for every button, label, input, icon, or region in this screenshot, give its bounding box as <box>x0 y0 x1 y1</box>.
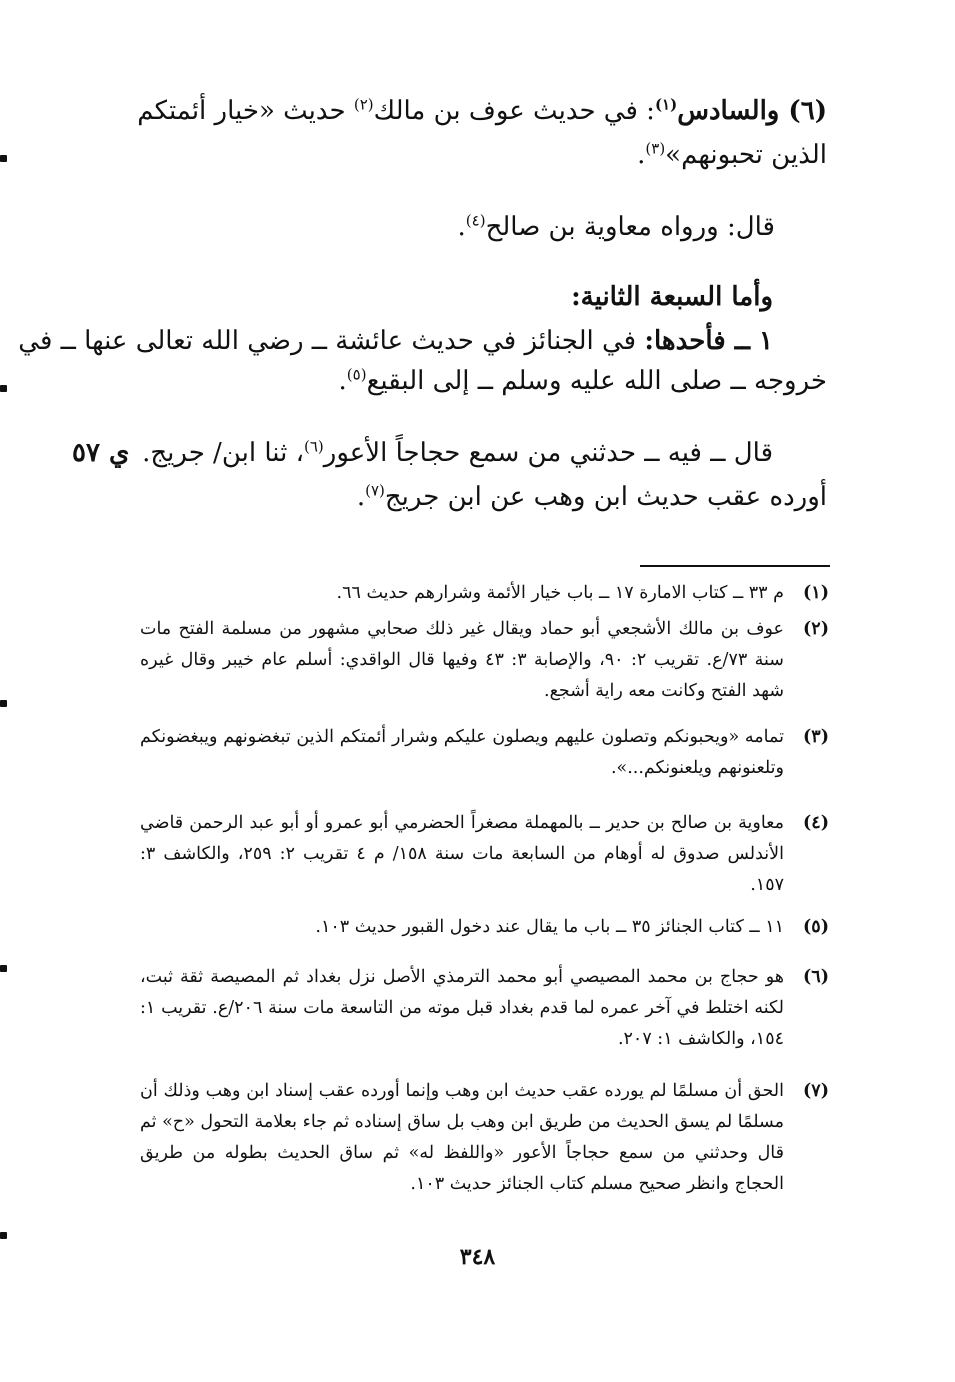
footnote-text: هو حجاج بن محمد المصيصي أبو محمد الترمذي الأصل نزل بغداد ثم المصيصة ثقة ثبت، لكنه اختلط في آخر عمره لما قدم بغداد قبل موته من التاسعة مات سنة ٢٠٦/ع. تقريب ١: ١٥٤، والكاشف ١: ٢٠٧. <box>140 967 784 1049</box>
scan-edge-mark <box>0 965 7 972</box>
footnote-number: (٧) <box>803 1081 829 1101</box>
paragraph-1-line-1 <box>137 96 827 126</box>
footnote-text: ١١ ــ كتاب الجنائز ٣٥ ــ باب ما يقال عند دخول القبور حديث ١٠٣. <box>315 917 784 937</box>
margin-reference: ي ٥٧ <box>72 438 130 468</box>
footnote-ref-2: (٢) <box>353 95 374 114</box>
paragraph-2-period: . <box>457 212 466 242</box>
paragraph-3-line-2-text: خروجه ــ صلى الله عليه وسلم ــ إلى البقيع <box>366 366 827 396</box>
footnote-text: تمامه «ويحبونكم وتصلون عليهم ويصلون عليكم وشرار أئمتكم الذين تبغضونهم ويبغضونكم وتلعنونهم ويلعنونكم...». <box>140 727 784 778</box>
paragraph-3-label: فأحدها: <box>644 326 726 356</box>
footnote-text: الحق أن مسلمًا لم يورده عقب حديث ابن وهب وإنما أورده عقب إسناد ابن وهب وذلك أن مسلمًا لم يسق الحديث من طريق ابن وهب بل ساق إسناده ثم جاء بعلامة التحول «ح» ثم قال وحدثني من سمع حجاجاً الأعور «واللفظ له» ثم ساق الحديث بطوله من طريق الحجاج وانظر صحيح مسلم كتاب الجنائز حديث ١٠٣. <box>140 1081 784 1194</box>
section-heading: وأما السبعة الثانية: <box>571 282 773 312</box>
page-number: ٣٤٨ <box>459 1244 496 1270</box>
footnote-7 <box>140 1076 830 1200</box>
footnote-ref-6: (٦) <box>304 437 324 456</box>
footnote-ref-3: (٣) <box>645 139 666 158</box>
paragraph-1-period: . <box>637 140 646 170</box>
paragraph-4-text-a: قال ــ فيه ــ حدثني من سمع حجاجاً الأعور <box>323 438 773 468</box>
scan-edge-mark <box>0 155 7 162</box>
paragraph-1-line-2 <box>637 140 827 170</box>
footnote-separator <box>640 565 830 567</box>
footnote-1 <box>140 578 830 609</box>
footnote-6 <box>140 962 830 1055</box>
footnote-2 <box>140 614 830 707</box>
footnote-ref-4: (٤) <box>465 211 486 230</box>
paragraph-2-text: قال: ورواه معاوية بن صالح <box>485 212 775 242</box>
footnote-text: م ٣٣ ــ كتاب الامارة ١٧ ــ باب خيار الأئمة وشرارهم حديث ٦٦. <box>336 583 784 603</box>
footnote-number: (٣) <box>803 727 829 747</box>
paragraph-3-period: . <box>338 366 347 396</box>
footnote-number: (٢) <box>803 619 829 639</box>
footnote-number: (٤) <box>803 813 829 833</box>
footnote-ref-7: (٧) <box>365 481 385 500</box>
footnote-number: (٥) <box>803 917 829 937</box>
footnote-text: معاوية بن صالح بن حدير ــ بالمهملة مصغراً الحضرمي أبو عمرو أو أبو عبد الرحمن قاضي الأندلس صدوق له أوهام من السابعة مات سنة ١٥٨/ م ٤ تقريب ٢: ٢٥٩، والكاشف ٣: ١٥٧. <box>140 813 784 895</box>
paragraph-4-line-2-text: أورده عقب حديث ابن وهب عن ابن جريج <box>384 482 827 512</box>
footnote-ref-1: (١) <box>654 95 678 114</box>
paragraph-1-label: (٦) والسادس <box>677 96 827 126</box>
paragraph-3-line-2 <box>339 366 827 396</box>
paragraph-2 <box>458 212 775 242</box>
paragraph-4-line-2 <box>357 482 827 512</box>
paragraph-3-number: ١ ــ <box>725 326 773 356</box>
footnote-text: عوف بن مالك الأشجعي أبو حماد ويقال غير ذلك صحابي مشهور من مسلمة الفتح مات سنة ٧٣/ع. تقريب ٢: ٩٠، والإصابة ٣: ٤٣ وفيها قال الواقدي: أسلم عام خيبر وقال غيره شهد الفتح وكانت معه راية أشجع. <box>140 619 784 701</box>
scan-edge-mark <box>0 700 7 707</box>
paragraph-4-period: . <box>356 482 366 512</box>
paragraph-4-text-b: ، ثنا ابن/ جريج. <box>142 438 304 468</box>
footnote-number: (١) <box>803 583 829 603</box>
footnote-number: (٦) <box>803 967 829 987</box>
paragraph-3-text: في الجنائز في حديث عائشة ــ رضي الله تعالى عنها ــ في <box>18 326 645 356</box>
paragraph-3-line-1 <box>18 326 773 356</box>
paragraph-1-text-a: : في حديث عوف بن مالك <box>373 96 655 126</box>
footnote-ref-5: (٥) <box>346 365 367 384</box>
paragraph-4-line-1 <box>142 438 773 468</box>
footnote-4 <box>140 808 830 901</box>
footnote-3 <box>140 722 830 784</box>
paragraph-1-line-2-text: الذين تحبونهم» <box>665 140 827 170</box>
scan-edge-mark <box>0 1232 7 1239</box>
paragraph-1-text-b: حديث «خيار أئمتكم <box>137 96 354 126</box>
scan-edge-mark <box>0 385 7 392</box>
footnote-5 <box>140 912 830 943</box>
